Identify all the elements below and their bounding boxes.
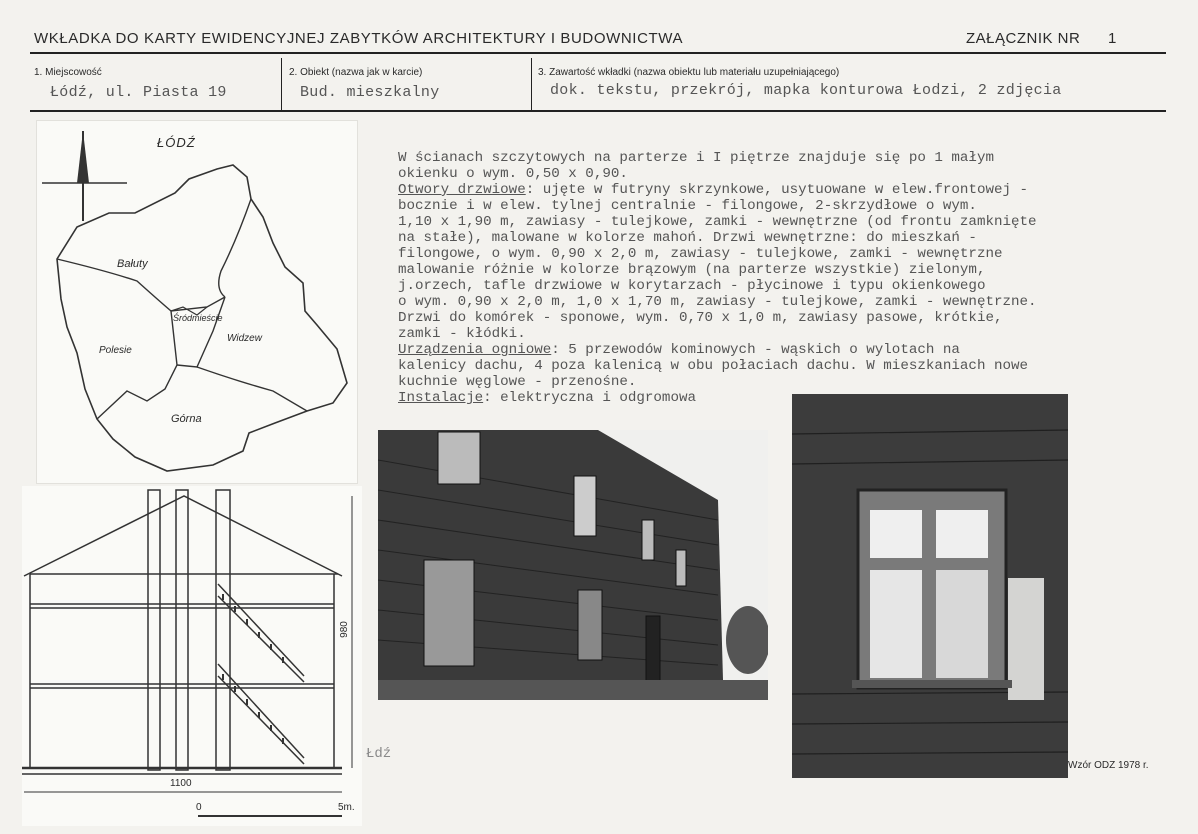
description-text: W ścianach szczytowych na parterze i I piętrze znajduje się po 1 małym okienku o wym. 0,50 x 0,90. Otwory drzwiowe: ujęte w futryny skrzynkowe, usytuowane w elew.frontowej - bocznie i w elew. tylnej centralnie - filongowe, 2-skrzydłowe o wym. 1,10 x 1,90 m, zawiasy - tulejkowe, zamki - wewnętrzne (od frontu zamknięte na stałe), malowane w kolorze mahoń. Drzwi wewnętrzne: do mieszkań - filongowe, o wym. 0,90 x 2,0 m, zawiasy - tulejkowe, zamki - wewnętrzne malowanie różnie w kolorze brązowym (na parterze wszystkie) zielonym, j.orzech, tafle drzwiowe w korytarzach - płycinowe i typu okienkowego o wym. 0,90 x 2,0 m, 1,0 x 1,70 m, zawiasy - tulejkowe, zamki - wewnętrzne. Drzwi do komórek - sponowe, wym. 0,70 x 1,0 m, zawiasy pasowe, krótkie, zamki - kłódki. Urządzenia ogniowe: 5 przewodów kominowych - wąskich o wylotach na kalenicy dachu, 4 poza kalenicą w obu połaciach dachu. W mieszkaniach nowe kuchnie węglowe - przenośne. Instalacje: elektryczna i odgromowa bbox=[398, 150, 1037, 406]
stair-treads bbox=[222, 594, 284, 744]
location-value: Łódź, ul. Piasta 19 bbox=[50, 84, 227, 101]
facade-photo bbox=[378, 430, 768, 700]
attachment-label: ZAŁĄCZNIK NR bbox=[966, 30, 1081, 47]
field-divider bbox=[531, 58, 532, 110]
district-label: Polesie bbox=[99, 345, 132, 356]
fire-heading: Urządzenia ogniowe bbox=[398, 342, 552, 358]
installations-heading: Instalacje bbox=[398, 390, 484, 406]
doors-heading: Otwory drzwiowe bbox=[398, 182, 526, 198]
map-title: ŁÓDŹ bbox=[157, 135, 196, 150]
stray-text: Łdź bbox=[366, 746, 392, 762]
map-outline bbox=[37, 121, 357, 483]
object-value: Bud. mieszkalny bbox=[300, 84, 440, 101]
contents-label: 3. Zawartość wkładki (nazwa obiektu lub materiału uzupełniającego) bbox=[538, 67, 840, 78]
location-label: 1. Miejscowość bbox=[34, 67, 102, 78]
field-divider bbox=[281, 58, 282, 110]
section-svg bbox=[22, 486, 362, 826]
object-label: 2. Obiekt (nazwa jak w karcie) bbox=[289, 67, 423, 78]
district-label: Bałuty bbox=[117, 258, 148, 270]
scale-start: 0 bbox=[196, 802, 202, 813]
scale-end: 5m. bbox=[338, 802, 355, 813]
fields-rule bbox=[30, 110, 1166, 112]
window-photo bbox=[792, 394, 1068, 778]
district-label: Górna bbox=[171, 413, 202, 425]
header-rule bbox=[30, 52, 1166, 54]
section-drawing bbox=[22, 486, 362, 826]
form-title: WKŁADKA DO KARTY EWIDENCYJNEJ ZABYTKÓW ARCHITEKTURY I BUDOWNICTWA bbox=[34, 30, 684, 47]
form-template-note: Wzór ODZ 1978 r. bbox=[1068, 760, 1149, 771]
district-label: Widzew bbox=[227, 333, 262, 344]
height-dimension: 980 bbox=[338, 621, 350, 638]
attachment-number: 1 bbox=[1108, 30, 1117, 47]
width-dimension: 1100 bbox=[170, 778, 192, 789]
district-label: Śródmieście bbox=[173, 313, 223, 323]
district-map bbox=[36, 120, 358, 484]
contents-value: dok. tekstu, przekrój, mapka konturowa Łodzi, 2 zdjęcia bbox=[550, 82, 1062, 99]
